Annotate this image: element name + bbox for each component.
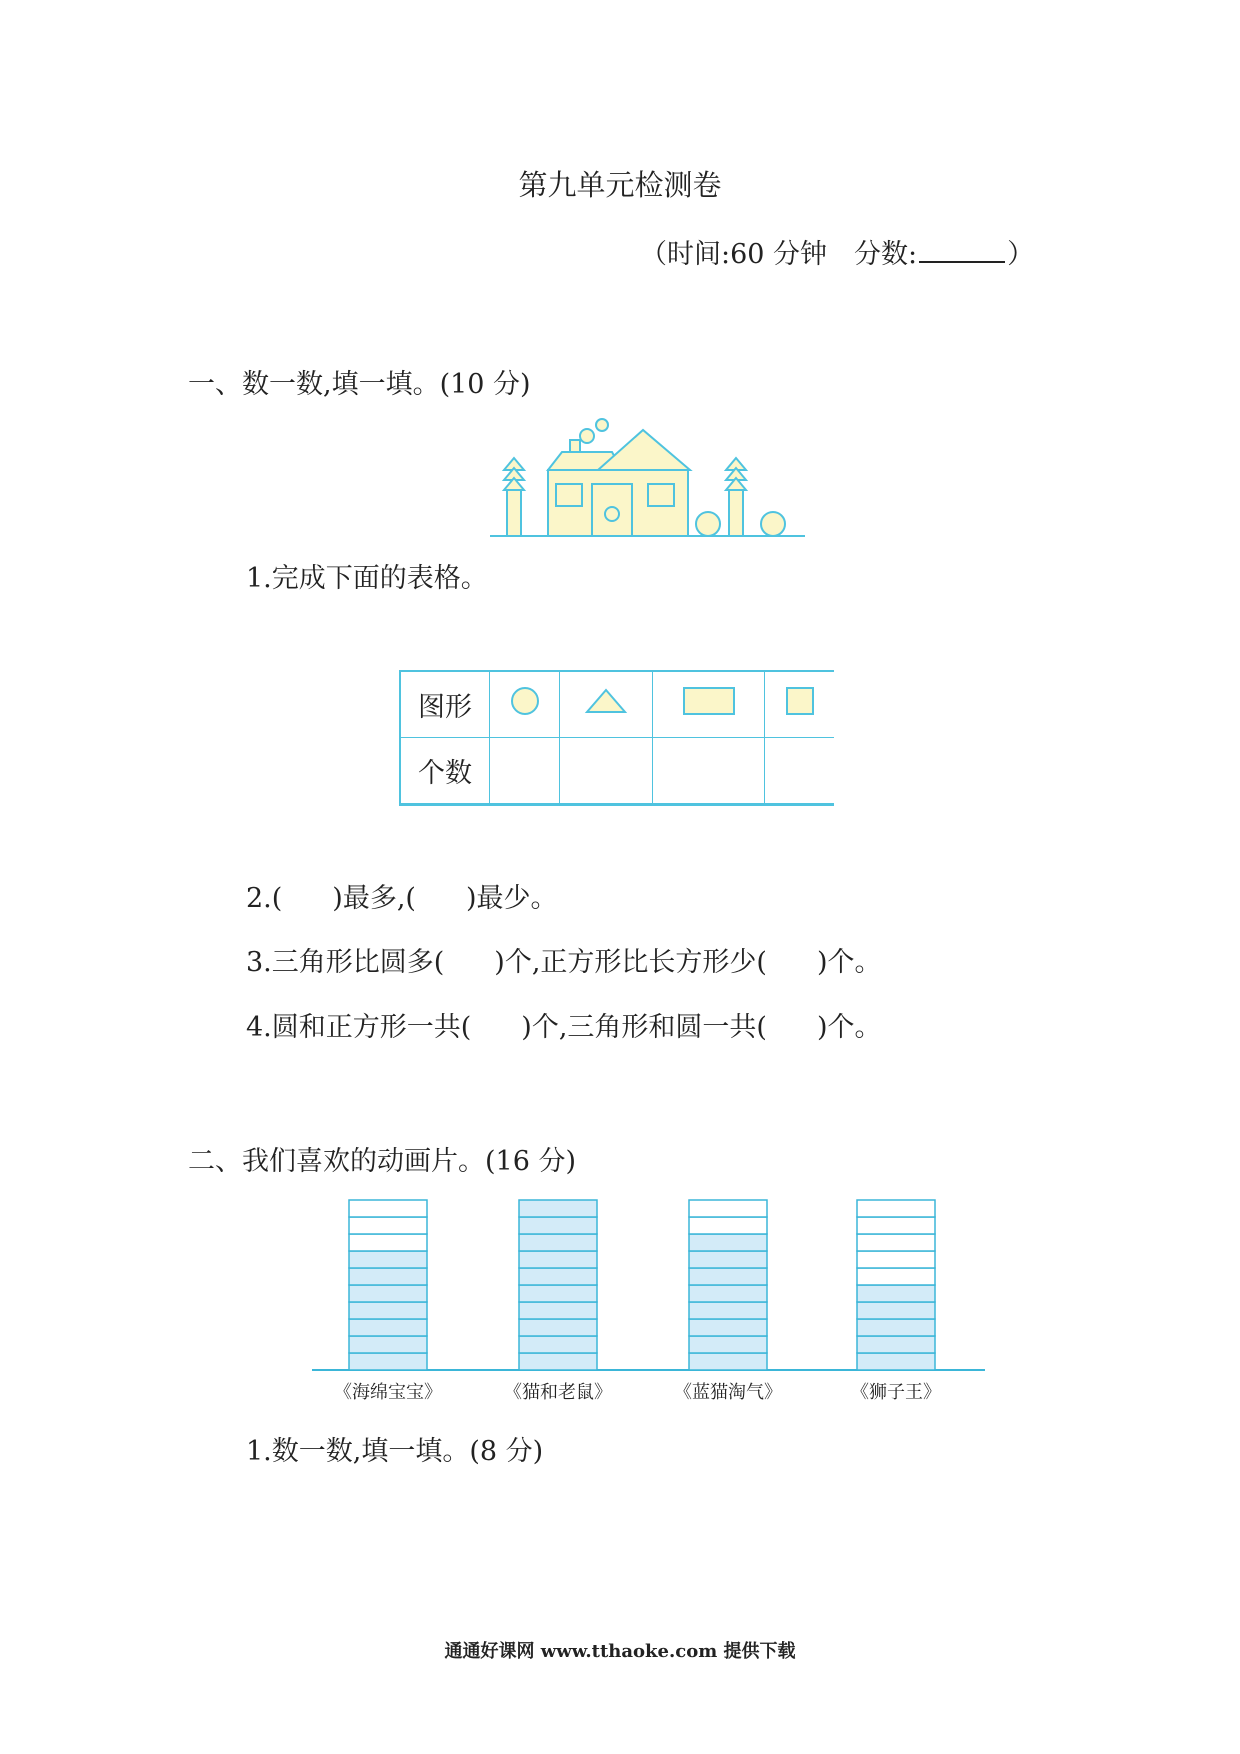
bar-cell-filled bbox=[349, 1285, 427, 1302]
bar-cell-empty bbox=[857, 1234, 935, 1251]
bar-cell-filled bbox=[349, 1353, 427, 1370]
bar-cell-empty bbox=[857, 1217, 935, 1234]
ball-circle bbox=[761, 512, 785, 536]
bar-cell-empty bbox=[689, 1200, 767, 1217]
bar-cell-filled bbox=[689, 1302, 767, 1319]
bar-column bbox=[857, 1200, 935, 1370]
bar-cell-filled bbox=[857, 1285, 935, 1302]
bar-cell-filled bbox=[857, 1302, 935, 1319]
shape-count-table bbox=[399, 670, 834, 806]
bar-cell-filled bbox=[689, 1319, 767, 1336]
bar-column bbox=[349, 1200, 427, 1370]
tree-trunk bbox=[729, 490, 743, 536]
bar-column bbox=[689, 1200, 767, 1370]
bar-cell-filled bbox=[857, 1353, 935, 1370]
bar-cell-filled bbox=[519, 1200, 597, 1217]
rectangle-cell bbox=[653, 671, 765, 738]
bar-cell-filled bbox=[689, 1336, 767, 1353]
circle-count-blank[interactable] bbox=[490, 738, 560, 805]
q2-text-a: 2.( bbox=[246, 883, 283, 914]
square-icon bbox=[783, 684, 817, 718]
smoke-circle bbox=[596, 419, 608, 431]
circle-cell bbox=[490, 671, 560, 738]
table-row bbox=[400, 738, 834, 805]
time-label: （时间:60 分钟 分数: bbox=[640, 239, 918, 270]
bar-cell-empty bbox=[349, 1234, 427, 1251]
bar-cell-empty bbox=[857, 1251, 935, 1268]
footer-credit: 通通好课网 www.tthaoke.com 提供下载 bbox=[444, 1641, 796, 1662]
triangle-cell bbox=[560, 671, 653, 738]
q3-text-a: 3.三角形比圆多( bbox=[246, 947, 445, 978]
question-2-1: 1.数一数,填一填。(8 分) bbox=[246, 1436, 544, 1467]
question-1-4 bbox=[246, 1005, 882, 1044]
row-label-shape: 图形 bbox=[400, 671, 490, 738]
bar-cell-filled bbox=[349, 1336, 427, 1353]
category-label: 《猫和老鼠》 bbox=[504, 1382, 612, 1403]
row-label-count: 个数 bbox=[400, 738, 490, 805]
bar-cell-filled bbox=[689, 1251, 767, 1268]
bar-cell-filled bbox=[689, 1268, 767, 1285]
circle-icon bbox=[508, 684, 542, 718]
square-cell bbox=[765, 671, 834, 738]
question-1-1: 1.完成下面的表格。 bbox=[246, 563, 488, 594]
bar-cell-filled bbox=[857, 1319, 935, 1336]
ball-circle bbox=[696, 512, 720, 536]
bar-cell-filled bbox=[349, 1319, 427, 1336]
section-1-heading: 一、数一数,填一填。(10 分) bbox=[188, 369, 531, 400]
bar-cell-filled bbox=[519, 1268, 597, 1285]
square-count-blank[interactable] bbox=[765, 738, 834, 805]
score-blank[interactable] bbox=[919, 237, 1005, 263]
bar-cell-filled bbox=[857, 1336, 935, 1353]
rectangle-count-blank[interactable] bbox=[653, 738, 765, 805]
bar-cell-filled bbox=[519, 1234, 597, 1251]
house-illustration bbox=[490, 410, 810, 540]
bar-column bbox=[519, 1200, 597, 1370]
bar-cell-filled bbox=[519, 1285, 597, 1302]
q2-text-c: )最少。 bbox=[465, 883, 558, 914]
door-circle bbox=[605, 507, 619, 521]
bar-cell-filled bbox=[689, 1285, 767, 1302]
triangle-count-blank[interactable] bbox=[560, 738, 653, 805]
tree-trunk bbox=[507, 490, 521, 536]
window-right bbox=[648, 484, 674, 506]
bar-cell-empty bbox=[349, 1217, 427, 1234]
category-label: 《狮子王》 bbox=[851, 1382, 941, 1403]
time-score-line bbox=[640, 232, 1034, 271]
q3-text-c: )个。 bbox=[816, 947, 882, 978]
triangle-icon bbox=[583, 686, 629, 716]
meta-close: ） bbox=[1007, 239, 1035, 270]
category-label: 《蓝猫淘气》 bbox=[674, 1382, 782, 1403]
bar-cell-empty bbox=[857, 1200, 935, 1217]
bar-cell-filled bbox=[519, 1251, 597, 1268]
bar-cell-empty bbox=[349, 1200, 427, 1217]
bar-cell-filled bbox=[689, 1234, 767, 1251]
bar-cell-empty bbox=[857, 1268, 935, 1285]
bar-cell-filled bbox=[519, 1302, 597, 1319]
q2-text-b: )最多,( bbox=[332, 883, 416, 914]
cartoon-bar-chart bbox=[300, 1190, 1000, 1410]
q4-text-a: 4.圆和正方形一共( bbox=[246, 1012, 472, 1043]
question-1-2 bbox=[246, 876, 558, 915]
rectangle-icon bbox=[681, 684, 737, 718]
bar-cell-filled bbox=[519, 1319, 597, 1336]
q4-text-c: )个。 bbox=[816, 1012, 882, 1043]
section-2-heading: 二、我们喜欢的动画片。(16 分) bbox=[188, 1146, 577, 1177]
window-left bbox=[556, 484, 582, 506]
page-title: 第九单元检测卷 bbox=[518, 168, 722, 202]
bar-cell-filled bbox=[519, 1336, 597, 1353]
bar-cell-empty bbox=[689, 1217, 767, 1234]
q3-text-b: )个,正方形比长方形少( bbox=[494, 947, 767, 978]
bar-cell-filled bbox=[349, 1251, 427, 1268]
q4-text-b: )个,三角形和圆一共( bbox=[521, 1012, 767, 1043]
question-1-3 bbox=[246, 940, 882, 979]
bar-cell-filled bbox=[519, 1217, 597, 1234]
bar-cell-filled bbox=[349, 1268, 427, 1285]
table-row bbox=[400, 671, 834, 738]
smoke-circle bbox=[580, 429, 594, 443]
bar-cell-filled bbox=[349, 1302, 427, 1319]
roof-right bbox=[598, 430, 690, 470]
category-label: 《海绵宝宝》 bbox=[334, 1382, 442, 1403]
bar-cell-filled bbox=[689, 1353, 767, 1370]
bar-cell-filled bbox=[519, 1353, 597, 1370]
